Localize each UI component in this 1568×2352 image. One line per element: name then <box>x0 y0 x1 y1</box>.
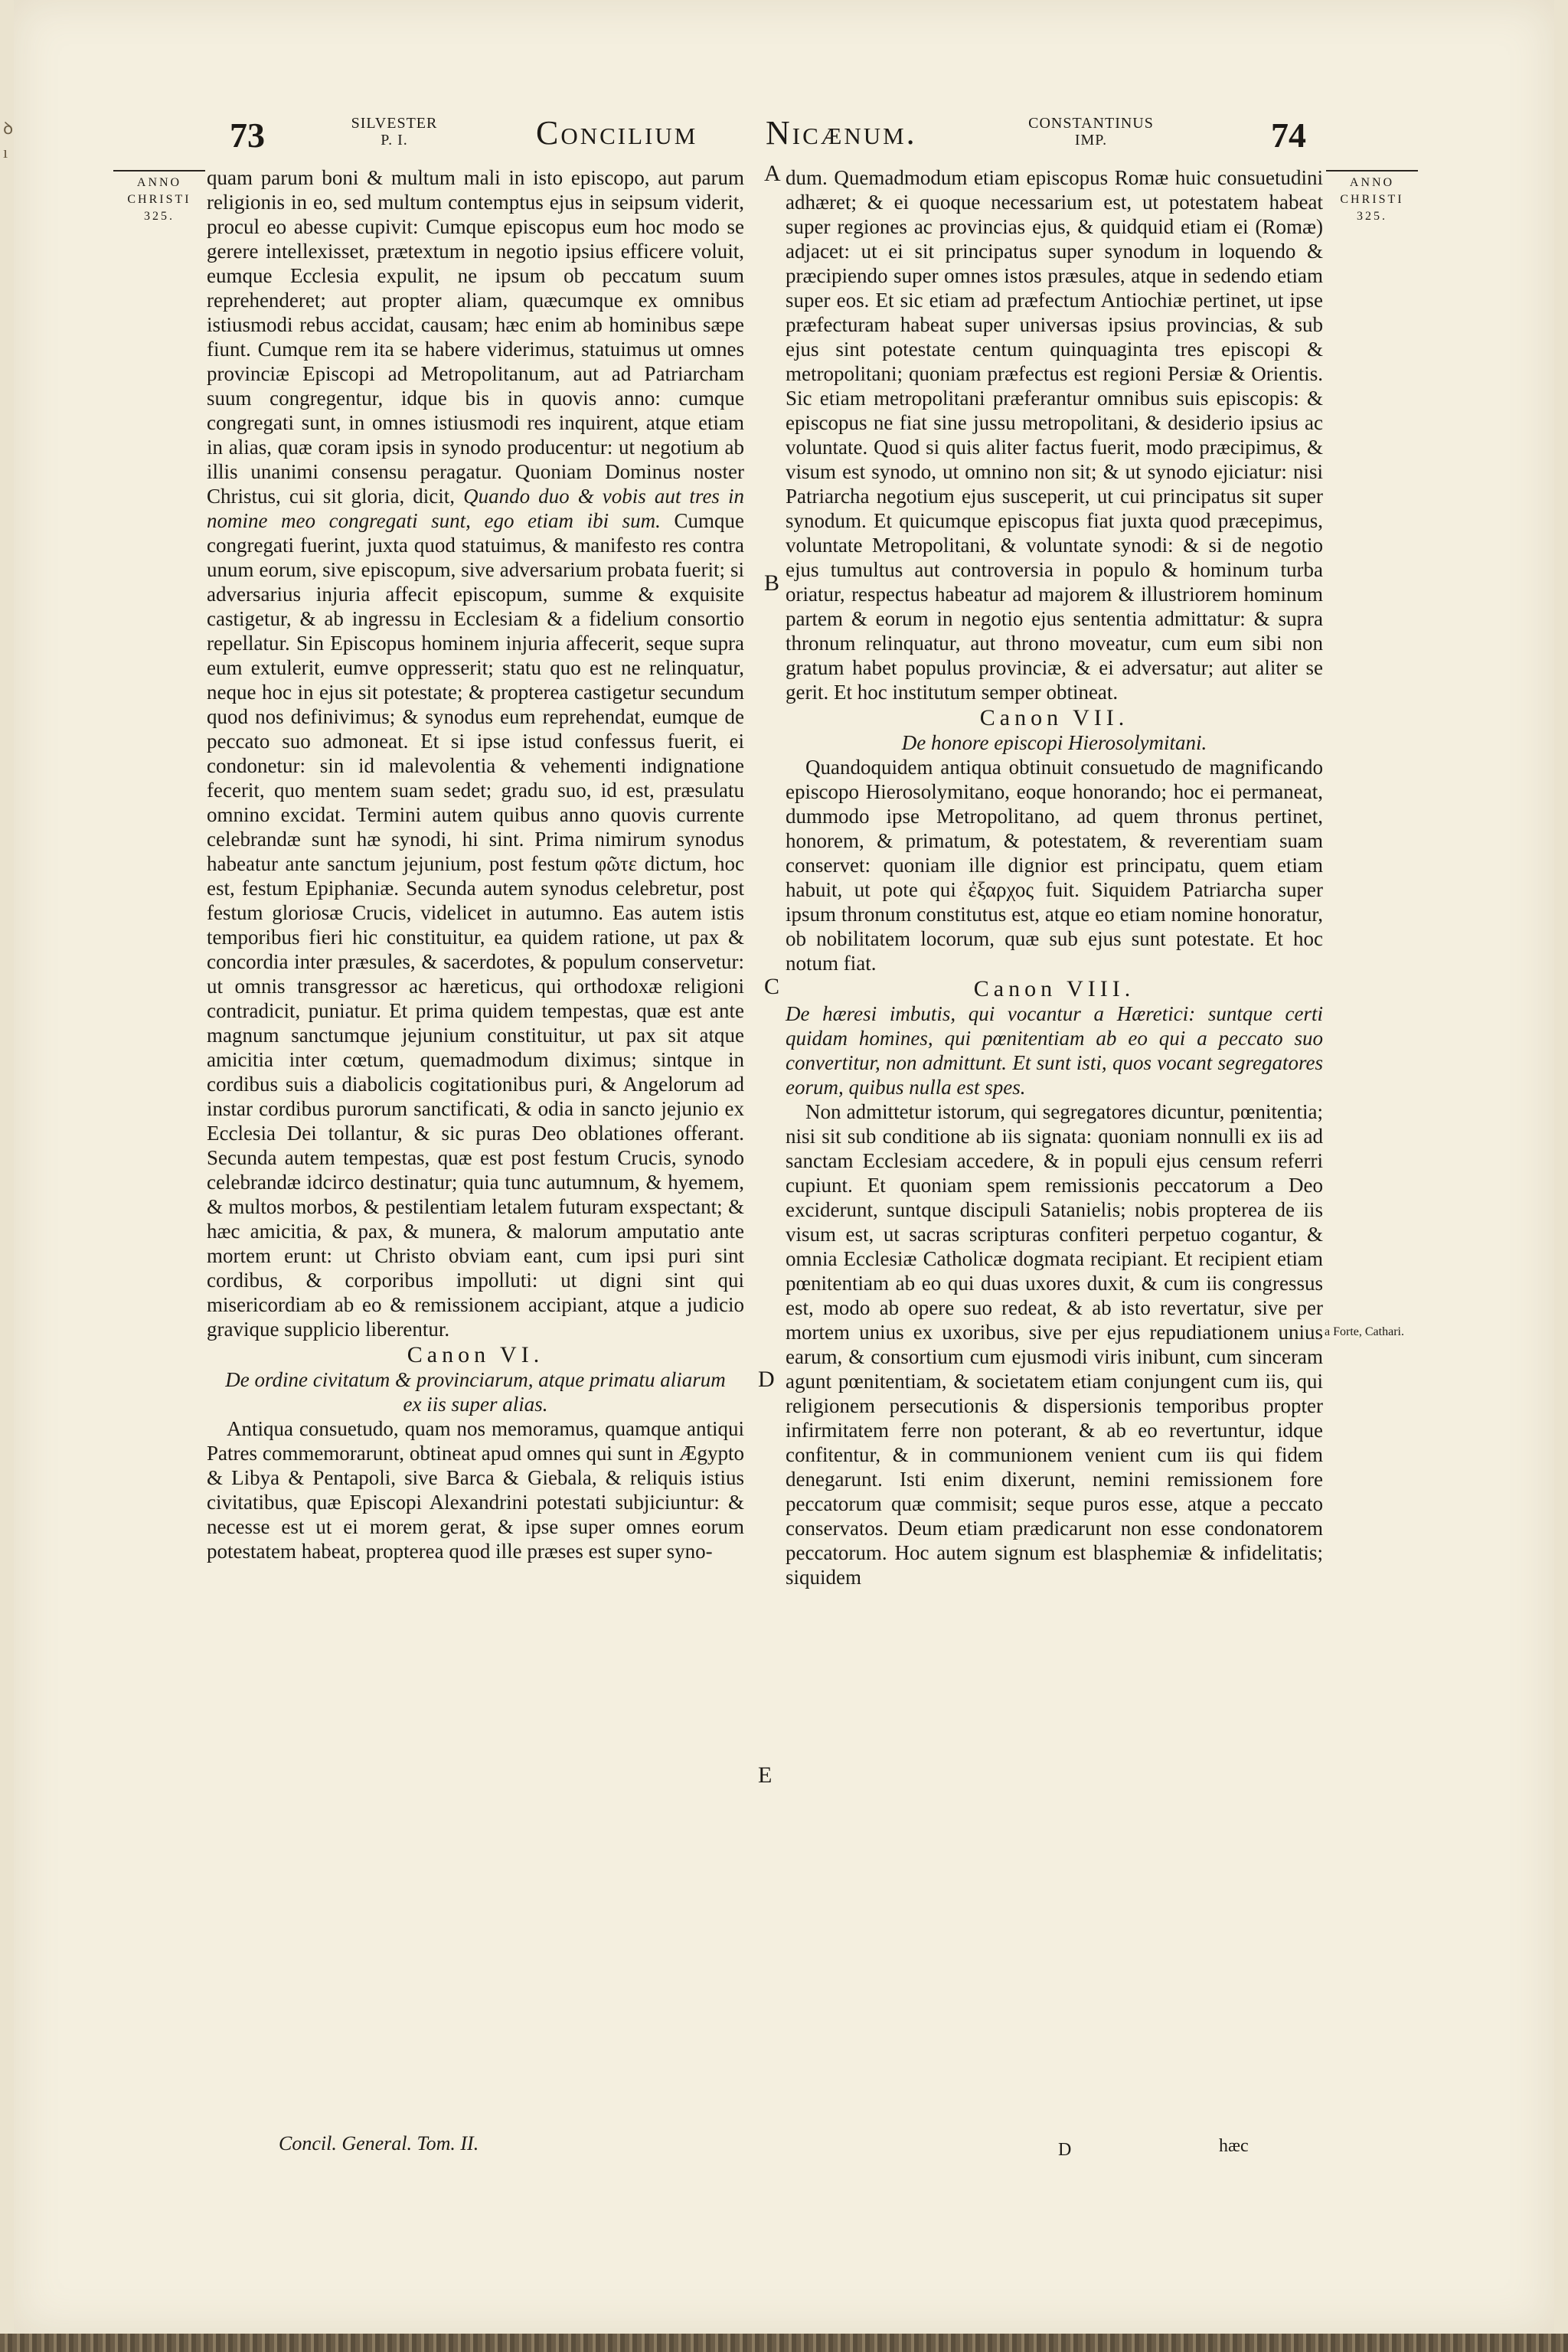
section-marker-b: B <box>764 570 780 596</box>
side-christi: CHRISTI <box>127 193 191 206</box>
right-side-note <box>1326 170 1418 225</box>
canon-vi-subtitle: De ordine civitatum & provinciarum, atque primatu aliarum ex iis super alias. <box>225 1368 726 1416</box>
right-column <box>786 165 1323 1589</box>
left-running-head <box>337 115 452 149</box>
right-running-head <box>995 115 1187 149</box>
bleed-through-mark: ı <box>3 142 8 162</box>
canon-viii-title: Canon VIII. <box>973 976 1135 1001</box>
canon-viii-text: Non admittetur istorum, qui segregatores dicuntur, pœnitentia; nisi sit sub conditione ab iis signata: quoniam nonnulli ex iis ad sanctam Ecclesiam accedere, & in populi ejus censum referri cupiunt. Et quoniam spem remissionis peccatorum a Deo exciderunt, suntque discipuli Satanielis; nobis propterea de iis visum est, ut sacras scripturas confiteri perpetuo cogantur, & omnia Ecclesiæ Catholicæ dogmata recipiant. Et recipient etiam pœnitentiam ab eo qui duas uxores duxit, & cum iis congressus est, modo ab opere suo redeat, & ab isto revertatur, sive per mortem unius ex uxoribus, sive per ejus repudiationem unius earum, & consortium cum ejusmodi viris inibunt, cum sinceram agunt pœnitentiam, & societatem etiam conjungent cum iis, qui religionem persecutionis & dispersionis temporibus propter infirmitatem ferre non poterant, & ab eo revertuntur, idque confitentur, & in communionem venient cum iis qui fidem denegarunt. Isti enim dixerunt, nemini remissionem fore peccatorum quæ commisit; seque puros esse, atque a peccato conservatos. Deum etiam prædicarunt non esse condonatorem peccatorum. Hoc autem signum est blasphemiæ & infidelitatis; siquidem <box>786 1100 1323 1589</box>
left-page-number: 73 <box>230 116 265 155</box>
section-marker-d: D <box>758 1367 775 1392</box>
left-running-head-sub: P. I. <box>381 132 408 149</box>
scripture-quote: Quando duo & vobis aut tres in nomine meo congregati sunt, ego etiam ibi sum. <box>207 485 745 532</box>
side-rule <box>113 170 205 172</box>
section-marker-e: E <box>758 1762 773 1788</box>
page-title-left: Concilium <box>536 114 698 152</box>
left-column <box>207 165 744 1563</box>
side-year: 325. <box>144 210 175 223</box>
right-page-number: 74 <box>1271 116 1306 155</box>
right-paragraph: dum. Quemadmodum etiam episcopus Romæ huic consuetudini adhæret; & ei quoque necessarium est, ut potestatem habeat super regiones ac provincias ejus, & quidquid etiam ei (Romæ) adjacet: ut ei sit principatus super synodum in loquendo & præcipiendo super omnes istos præsules, atque in sedendo etiam super eos. Et sic etiam ad præfectum Antiochiæ pertinet, ut ipse præfecturam habeat super universas ipsius provincias, & sub ejus sint potestate centum quinquaginta tres episcopi & metropolitani; quoniam præfectus est regioni Persiæ & Orientis. Sic etiam metropolitani præferantur omnibus suis episcopis: & episcopus ne fiat sine jussu metropolitani, & desiderio ipsius ac voluntate. Quod si quis aliter factus fuerit, modo præcipimus, & visum est synodo, ut omnino non sit; & ut synodo ejiciatur: nisi Patriarcha negotium ejus susceperit, ut cui principatus sit super synodum. Et quicumque episcopus fiat juxta quod præcepimus, voluntate Metropolitani, & voluntate synodi: & si de negotio ejus tumultus aut controversia in populo & hominum turba oriatur, respectus habeatur ad majorem & illustriorem hominum partem & eorum in negotio ejus sententia admittatur: & supra thronum relinquatur, aut throno moveatur, cum eum sibi non gratum habet populus provinciæ, & ei adversatur; aut aliter se gerit. Et hoc institutum semper obtineat. <box>786 166 1323 704</box>
side-anno: ANNO <box>1349 176 1395 189</box>
footer-volume: Concil. General. Tom. II. <box>279 2132 479 2154</box>
side-christi: CHRISTI <box>1340 193 1404 206</box>
canon-vii-text: Quandoquidem antiqua obtinuit consuetudo de magnificando episcopo Hierosolymitano, eoque honorando; hoc ei permaneat, dummodo ipse Metropolitano, ad quem thronus pertinet, honorem, & primatum, & potestatem, & reverentiam suam conservet: quoniam ille dignior est principatu, quem etiam habuit, ut pote qui ἐξαρχος fuit. Siquidem Patriarcha super ipsum thronum constitutus est, atque eo etiam nomine honoratur, ob nobilitatem locorum, quæ sub ejus sunt potestate. Et hoc notum fiat. <box>786 756 1323 975</box>
canon-viii-subtitle: De hæresi imbutis, qui vocantur a Hæretici: suntque certi quidam homines, qui pœnitentiam ab eo qui a peccato suo convertitur, non admittunt. Et sunt isti, quos vocant segregatores eorum, quibus nulla est spes. <box>786 1002 1323 1099</box>
side-year: 325. <box>1357 210 1387 223</box>
catchword: hæc <box>1219 2136 1249 2156</box>
signature-mark: D <box>1058 2140 1072 2160</box>
page-title-right: Nicænum. <box>766 114 917 152</box>
canon-vii-subtitle: De honore episcopi Hierosolymitani. <box>901 731 1207 754</box>
page-edge-strip <box>0 2334 1568 2352</box>
canon-vi-text: Antiqua consuetudo, quam nos memoramus, quamque antiqui Patres commemorarunt, obtineat apud omnes qui sunt in Ægypto & Libya & Pentapoli, sive Barca & Giebala, & reliquis istius civitatibus, quæ Episcopi Alexandrini potestati subjiciuntur: & necesse est ut ei morem gerat, & ipse super omnes eorum potestatem habeat, propterea quod ille præses est super syno- <box>207 1417 744 1563</box>
section-marker-a: A <box>764 161 781 186</box>
section-marker-c: C <box>764 974 780 999</box>
bleed-through-mark: ꝺ <box>3 119 14 138</box>
canon-vi-title: Canon VI. <box>407 1342 544 1367</box>
left-paragraph <box>207 165 744 1341</box>
side-rule <box>1326 170 1418 172</box>
left-side-note <box>113 170 205 225</box>
left-paragraph-continued: Cumque congregati fuerint, juxta quod statuimus, & manifesto res contra unum eorum, sive episcopum, sive adversarium probata fuerit; si adversarius injuria affecit episcopum, summe & exquisite castigetur, & ab ingressu in Ecclesiam & a fidelium consortio repellatur. Sin Episcopus hominem injuria affecerit, seque supra eum extulerit, eumve oppresserit; statu quo est ne relinquatur, neque hoc in ejus sit potestate; & propterea castigetur secundum quod nos definivimus; & synodus eum reprehendat, eumque de peccato suo admoneat. Et si ipse istud confessus fuerit, ei condonetur: sin id malevolentia & vehementi indignatione fecerit, quo mentem suam sedet; gradu suo, id est, præsulatu omnino excidat. Termini autem quibus anno quovis currente celebrandæ sunt hæ synodi, hi sint. Prima nimirum synodus habeatur ante sanctum jejunium, post festum φῶτε dictum, hoc est, festum Epiphaniæ. Secunda autem synodus celebretur, post festum gloriosæ Crucis, videlicet in autumno. Eas autem istis temporibus fieri hic constituitur, ea quidem ratione, ut pax & concordia inter præsules, & sacerdotes, & populum conservetur: ut omnis transgressor ac hæreticus, qui orthodoxæ religioni contradicit, puniatur. Et prima quidem tempestas, quæ est ante magnum sanctumque jejunium constituitur, ut pax sit atque amicitia inter cœtum, quemadmodum diximus; sintque in cordibus suis a diabolicis cogitationibus puri, & Angelorum ad instar cordibus purorum sanctificati, & odia in sancto jejunio ex Ecclesia Dei tollantur, & sic puras Deo oblationes offerant. Secunda autem tempestas, quæ est post festum Crucis, synodo celebrandæ idcirco destinatur; quia tunc autumnum, & hyemem, & multos morbos, & pestilentiam letalem futuram exspectant; & hæc amicitia, & pax, & munera, & malorum amputatio ante mortem erunt: ut Christo obviam eant, cum ipsi puri sint cordibus, & corporibus impolluti: ut digni sint qui misericordiam ab eo & remissionem accipiant, atque a judicio gravique supplicio liberentur. <box>207 509 744 1341</box>
margin-footnote: a Forte, Cathari. <box>1325 1325 1404 1338</box>
right-running-head-sub: IMP. <box>1074 132 1108 149</box>
left-paragraph-text: quam parum boni & multum mali in isto episcopo, aut parum religionis in eo, sed multum contemptus ejus in seipsum viderit, procul eo abesse cupivit: Cumque episcopus eum hoc modo se gerere intellexisset, prætextum in negotio ipsius efficere voluit, eumque Ecclesia expulit, ne ipsum ob peccatum suum reprehenderet; aut propter aliam, quæcumque ex omnibus istiusmodi rebus accidat, causam; hæc enim ab hominibus sæpe fiunt. Cumque rem ita se habere viderimus, statuimus ut omnes provinciæ Episcopi ad Metropolitanum, aut ad Patriarcham suum congregentur, idque bis in quovis anno: cumque congregati sunt, in omnes istiusmodi res inquirent, atque etiam in alias, quæ coram ipsis in synodo producentur: ut negotium ab illis unanimi consensu peragatur. Quoniam Dominus noster Christus, cui sit gloria, dicit, <box>207 166 744 508</box>
side-anno: ANNO <box>136 176 182 189</box>
right-running-head-name: CONSTANTINUS <box>1028 115 1154 132</box>
left-running-head-name: SILVESTER <box>351 115 438 132</box>
canon-vii-title: Canon VII. <box>979 705 1129 730</box>
